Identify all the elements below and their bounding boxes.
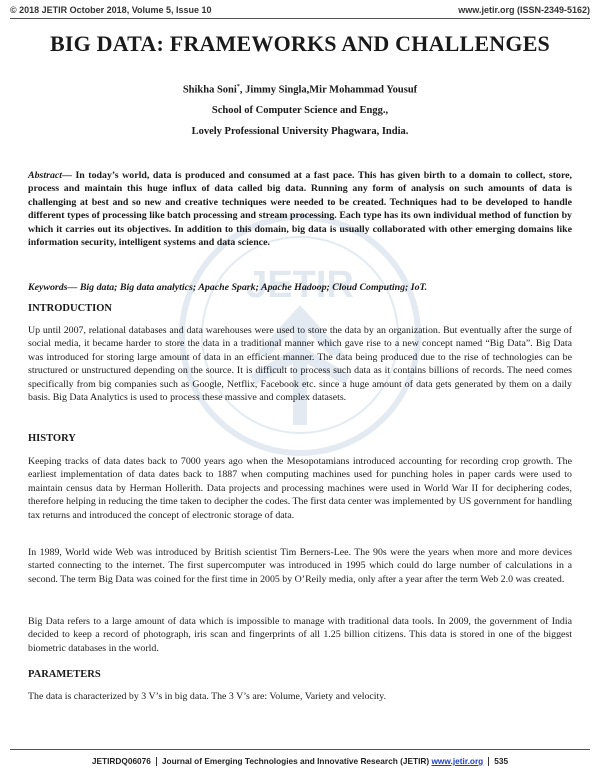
author-line [0, 84, 600, 96]
footer-divider [10, 749, 590, 750]
heading-parameters: PARAMETERS [28, 669, 101, 680]
footer-separator [488, 757, 489, 766]
header-website[interactable]: www.jetir.org (ISSN-2349-5162) [458, 5, 590, 15]
affiliation-line-2: Lovely Professional University Phagwara, India. [191, 126, 409, 137]
history-paragraph-2: In 1989, World wide Web was introduced by British scientist Tim Berners-Lee. The 90s were the years when more and more devices started connecting to the internet. The first supercomputer was introduced in 1995 which could do large number of calculations in a second. The term Big Data was coined for the first time in 2005 by O’Reily media, only after a year after the term Web 2.0 was created. [28, 547, 572, 585]
abstract-text: In today’s world, data is produced and consumed at a fast pace. This has given birth to a domain to collect, store, process and maintain this huge influx of data called big data. Running any form of analysis on such amounts of data is challenging at best and so new and creative techniques were needed to be created. Techniques had to be developed to handle different types of processing like batch processing and stream processing. Each type has its own individual method of function by which it carries out its objectives. In addition to this domain, big data is usually collaborated with other emerging domains like information security, intelligent systems and data science. [28, 170, 573, 249]
intro-paragraph: Up until 2007, relational databases and data warehouses were used to store the data by an organization. But eventually after the surge of social media, it became harder to store the data in a traditional manner which gave rise to a new concept named “Big Data”. Big Data was introduced for storing large amount of data in an efficient manner. The data being produced due to the rise of technologies can be structured or unstructured depending on the source. It is difficult to process such data as it contains billions of records. The need comes specifically from big companies such as Google, Netflix, Facebook etc. since a huge amount of data gets generated by them on a daily basis. Big Data Analytics is used to process these massive and complex datasets. [28, 325, 572, 404]
footer-page-number: 535 [494, 756, 509, 766]
abstract-label: Abstract [28, 170, 63, 181]
heading-history: HISTORY [28, 433, 76, 444]
keywords: Keywords— Big data; Big data analytics; Apache Spark; Apache Hadoop; Cloud Computing; IoT. [28, 282, 428, 293]
watermark-text: JETIR [246, 264, 354, 306]
heading-introduction: INTRODUCTION [28, 303, 113, 314]
abstract [28, 169, 572, 249]
footer-link[interactable]: www.jetir.org [431, 756, 484, 766]
author-first: Shikha Soni [182, 84, 237, 96]
abstract-dash: — [62, 170, 76, 181]
history-paragraph-3: Big Data refers to a large amount of data which is impossible to manage with traditional data tools. In 2009, the government of India decided to keep a record of photograph, iris scan and fingerprints of all 1.25 billion citizens. This data is stored in one of the biggest biometric databases in the world. [28, 616, 572, 654]
header-citation: © 2018 JETIR October 2018, Volume 5, Issue 10 [10, 5, 212, 15]
paper-title: BIG DATA: FRAMEWORKS AND CHALLENGES [49, 31, 550, 56]
footer-separator [156, 757, 157, 766]
author-rest: , Jimmy Singla,Mir Mohammad Yousuf [239, 84, 418, 96]
page-footer [0, 756, 600, 766]
footer-paper-code: JETIRDQ06076 [91, 756, 151, 766]
author-marker: * [236, 84, 240, 90]
header-divider [10, 18, 590, 19]
history-paragraph-1: Keeping tracks of data dates back to 7000 years ago when the Mesopotamians introduced accounting for recording crop growth. The earliest implementation of data dates back to 1887 when computing machines used for punching holes in paper cards were used to maintain census data by Herman Hollerith. Data projects and processing machines were used in World War II for deciphering codes, therefore helping in reducing the time taken to decipher the codes. The first data center was implemented by US government for handling tax returns and introduced the concept of electronic storage of data. [28, 456, 572, 521]
affiliation-line-1: School of Computer Science and Engg., [211, 105, 389, 116]
parameters-paragraph: The data is characterized by 3 V’s in big data. The 3 V’s are: Volume, Variety and velocity. [28, 691, 387, 702]
footer-journal: Journal of Emerging Technologies and Innovative Research (JETIR) [161, 756, 430, 766]
